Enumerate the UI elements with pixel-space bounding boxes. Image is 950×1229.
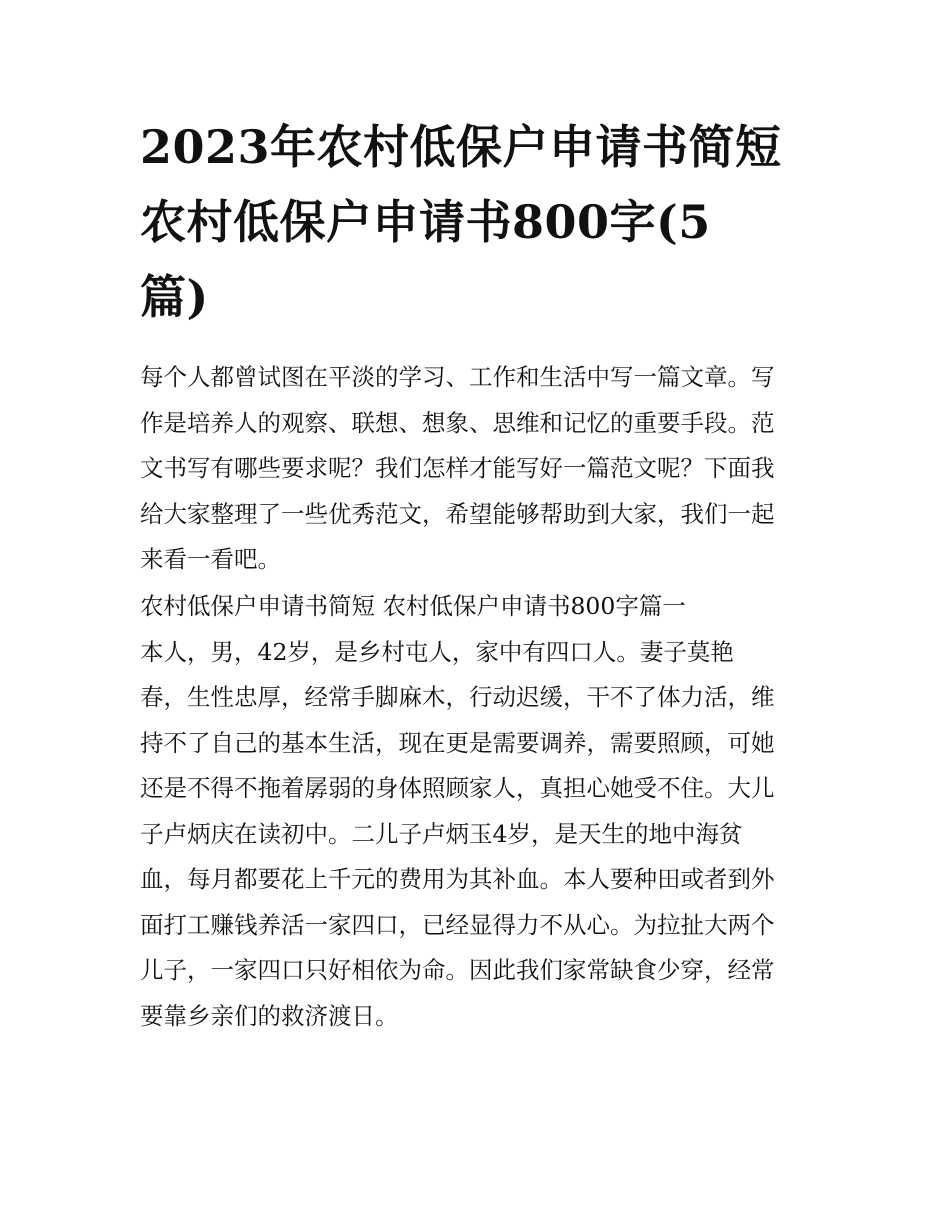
paragraph-line: 持不了自己的基本生活，现在更是需要调养，需要照顾，可她 [140, 728, 775, 757]
paragraph-line: 春，生性忠厚，经常手脚麻木，行动迟缓，干不了体力活，维 [140, 683, 775, 711]
intro-line: 文书写有哪些要求呢？我们怎样才能写好一篇范文呢？下面我 [140, 454, 775, 482]
intro-line: 给大家整理了一些优秀范文，希望能够帮助到大家，我们一起 [140, 499, 775, 528]
document-title [140, 110, 812, 335]
title-line: 农村低保户申请书800字(5 [140, 195, 711, 249]
title-line: 2023年农村低保户申请书简短 [140, 120, 782, 174]
document-page [140, 110, 812, 1039]
paragraph-line: 面打工赚钱养活一家四口，已经显得力不从心。为拉扯大两个 [140, 910, 775, 939]
intro-line: 来看一看吧。 [140, 545, 281, 573]
paragraph-line: 子卢炳庆在读初中。二儿子卢炳玉4岁，是天生的地中海贫 [140, 819, 743, 848]
paragraph-line: 血，每月都要花上千元的费用为其补血。本人要种田或者到外 [140, 865, 775, 893]
intro-line: 作是培养人的观察、联想、想象、思维和记忆的重要手段。范 [140, 408, 775, 437]
intro-line: 每个人都曾试图在平淡的学习、工作和生活中写一篇文章。写 [140, 363, 775, 391]
section-heading: 农村低保户申请书简短 农村低保户申请书800字篇一 [140, 591, 686, 620]
paragraph-line: 还是不得不拖着孱弱的身体照顾家人，真担心她受不住。大儿 [140, 774, 775, 802]
paragraph-line: 儿子，一家四口只好相依为命。因此我们家常缺食少穿，经常 [140, 956, 775, 984]
title-line: 篇) [140, 270, 209, 324]
paragraph-line: 要靠乡亲们的救济渡日。 [140, 1001, 399, 1030]
paragraph-line: 本人，男，42岁，是乡村屯人，家中有四口人。妻子莫艳 [140, 637, 734, 666]
body-paragraph [140, 630, 812, 1040]
intro-paragraph [140, 355, 812, 583]
